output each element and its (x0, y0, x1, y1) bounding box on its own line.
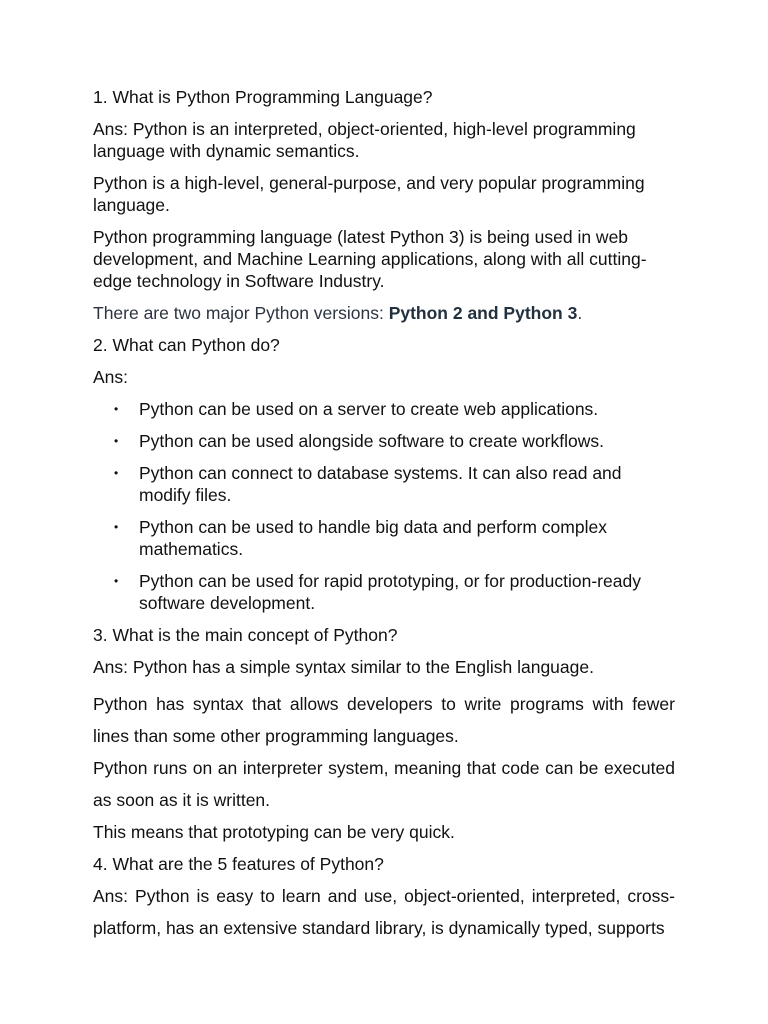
list-item (93, 430, 675, 452)
question-3: 3. What is the main concept of Python? (93, 625, 398, 645)
bullet-icon: • (114, 574, 119, 588)
list-item (93, 398, 675, 420)
answer-3-paragraph-3: Python runs on an interpreter system, meaning that code can be executed as soon as it is written. (93, 758, 675, 810)
answer-1-paragraph-3: Python programming language (latest Python 3) is being used in web development, and Machine Learning applications, along with all cutting-edge technology in Software Industry. (93, 227, 647, 291)
document-body (93, 86, 675, 944)
question-1: 1. What is Python Programming Language? (93, 87, 433, 107)
list-item-text: Python can connect to database systems. It can also read and modify files. (139, 463, 622, 505)
answer-2-label: Ans: (93, 367, 129, 387)
answer-3-paragraph-2: Python has syntax that allows developers to write programs with fewer lines than some other programming languages. (93, 694, 675, 746)
bullet-icon: • (114, 402, 119, 416)
list-item (93, 462, 675, 506)
question-2: 2. What can Python do? (93, 335, 280, 355)
versions-bold: Python 2 and Python 3 (388, 303, 578, 323)
answer-3-paragraph-4: This means that prototyping can be very quick. (93, 822, 455, 842)
python-versions-line (93, 302, 675, 324)
bullet-icon: • (114, 520, 119, 534)
versions-prefix: There are two major Python versions: (93, 303, 389, 323)
answer-1: Ans: Python is an interpreted, object-oriented, high-level programming language with dynamic semantics. (93, 119, 636, 161)
list-item-text: Python can be used for rapid prototyping, or for production-ready software development. (139, 571, 641, 613)
list-item (93, 516, 675, 560)
answer-1-paragraph-2: Python is a high-level, general-purpose, and very popular programming language. (93, 173, 645, 215)
list-item-text: Python can be used on a server to create web applications. (139, 399, 599, 419)
answer-3: Ans: Python has a simple syntax similar to the English language. (93, 657, 594, 677)
bullet-icon: • (114, 434, 119, 448)
list-item-text: Python can be used to handle big data and perform complex mathematics. (139, 517, 607, 559)
answer-4: Ans: Python is easy to learn and use, object-oriented, interpreted, cross-platform, has an extensive standard library, is dynamically typed, supports (93, 886, 675, 938)
list-item-text: Python can be used alongside software to create workflows. (139, 431, 604, 451)
answer-2-list (93, 398, 675, 614)
bullet-icon: • (114, 466, 119, 480)
versions-suffix: . (577, 303, 583, 323)
list-item (93, 570, 675, 614)
question-4: 4. What are the 5 features of Python? (93, 854, 384, 874)
